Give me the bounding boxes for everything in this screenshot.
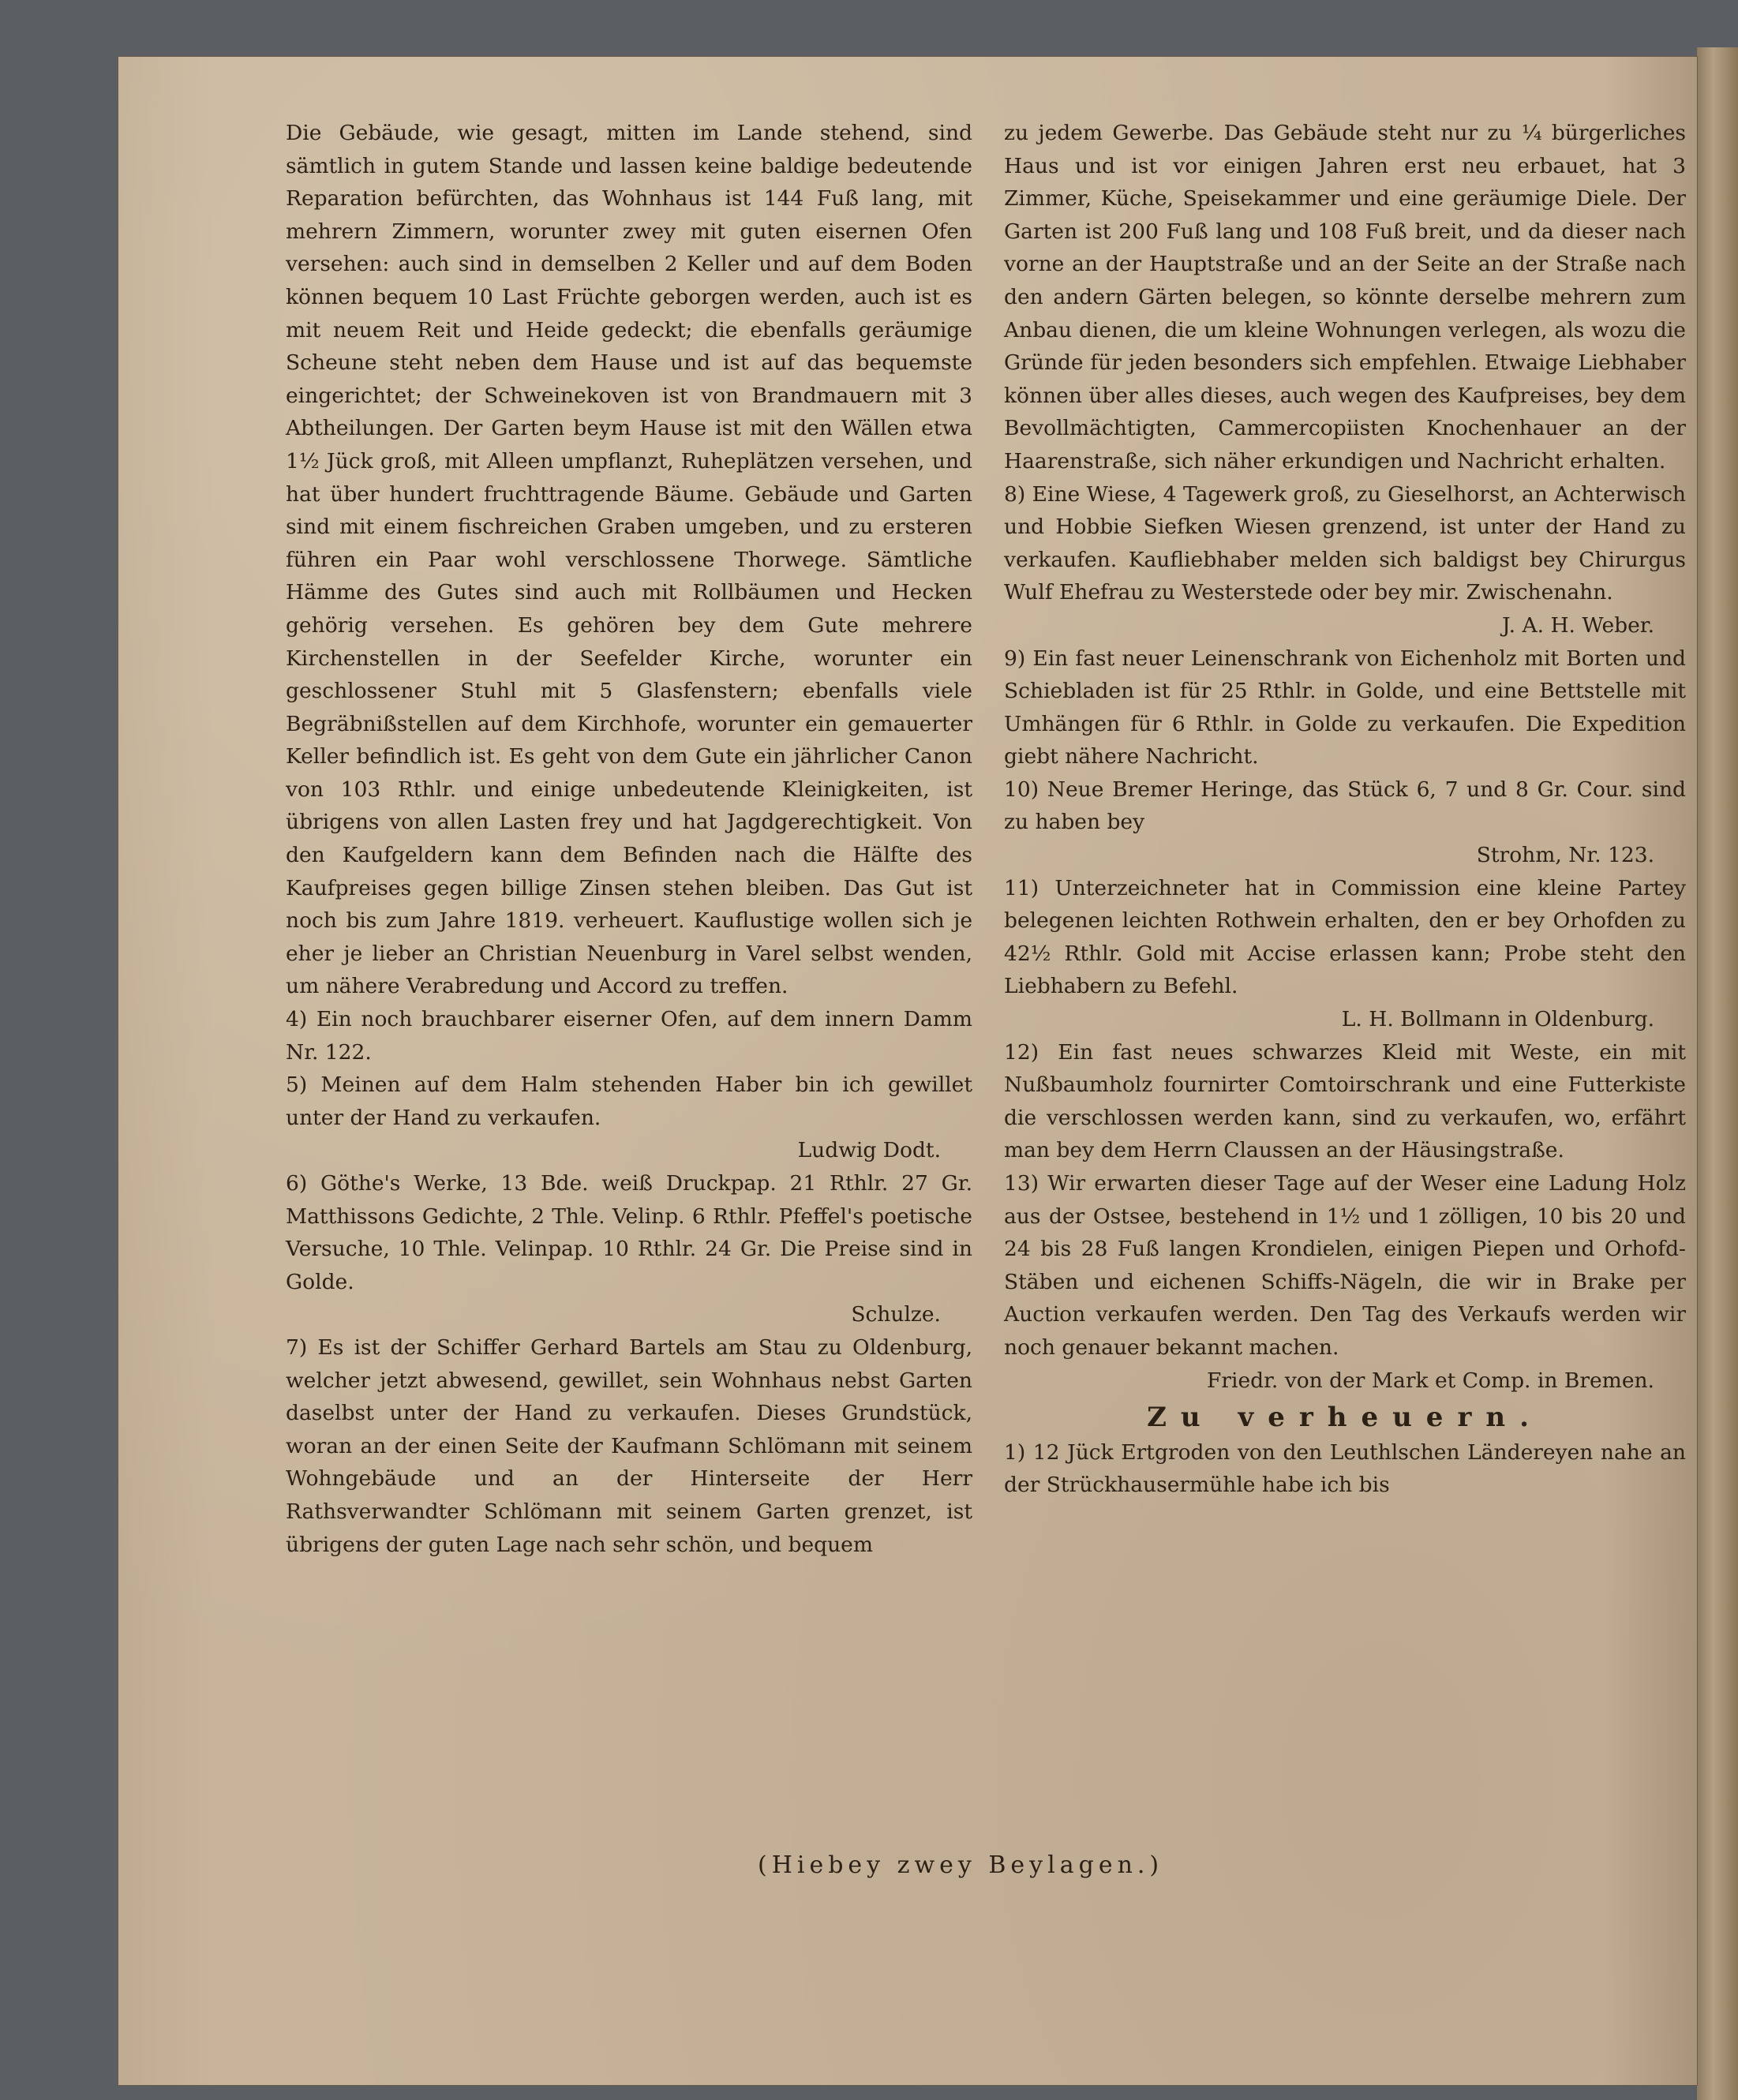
signature-strohm: Strohm, Nr. 123.	[1476, 843, 1654, 868]
ad-5-oats: 5) Meinen auf dem Halm stehenden Haber bin ich gewillet unter der Hand zu verkaufen.	[286, 1072, 972, 1130]
ad-8-meadow: 8) Eine Wiese, 4 Tagewerk groß, zu Gieselhorst, an Achterwisch und Hobbie Siefken Wiesen grenzend, ist unter der Hand zu verkaufen. Kaufliebhaber melden sich baldigst bey Chirurgus Wulf Ehefrau zu Westerstede oder bey mir. Zwischenahn.	[1004, 481, 1686, 605]
signature-schulze: Schulze.	[851, 1302, 941, 1327]
signature-weber: J. A. H. Weber.	[1502, 612, 1654, 638]
ad-11-red-wine: 11) Unterzeichneter hat in Commission eine kleine Partey belegenen leichten Rothwein erhalten, den er bey Orhofden zu 42½ Rthlr. Gold mit Accise erlassen kann; Probe steht den Liebhabern zu Befehl.	[1004, 875, 1686, 999]
paragraph-house-continued: zu jedem Gewerbe. Das Gebäude steht nur zu ¼ bürgerliches Haus und ist vor einigen Jahren erst neu erbauet, hat 3 Zimmer, Küche, Speisekammer und eine geräumige Diele. Der Garten ist 200 Fuß lang und 108 Fuß breit, und da dieser nach vorne an der Hauptstraße und an der Seite an der Straße nach den andern Gärten belegen, so könnte derselbe mehrern zum Anbau dienen, die um kleine Wohnungen verlegen, als wozu die Gründe für jeden besonders sich empfehlen. Etwaige Liebhaber können über alles dieses, auch wegen des Kaufpreises, bey dem Bevollmächtigten, Cammercopiisten Knochenhauer an der Haarenstraße, sich näher erkundigen und Nachricht erhalten.	[1004, 121, 1686, 474]
lease-1-land: 1) 12 Jück Ertgroden von den Leuthlschen Ländereyen nahe an der Strückhausermühle habe ich bis	[1004, 1439, 1686, 1498]
footer-supplements-note: (Hiebey zwey Beylagen.)	[758, 1851, 1164, 1879]
signature-bollmann: L. H. Bollmann in Oldenburg.	[1341, 1007, 1654, 1032]
section-heading-zu-verheuern: Zu verheuern.	[1147, 1402, 1543, 1434]
ad-7-house-sale: 7) Es ist der Schiffer Gerhard Bartels am Stau zu Oldenburg, welcher jetzt abwesend, gewillet, sein Wohnhaus nebst Garten daselbst unter der Hand zu verkaufen. Dieses Grundstück, woran an der einen Seite der Kaufmann Schlömann mit seinem Wohngebäude und an der Hinterseite der Herr Rathsverwandter Schlömann mit seinem Garten grenzet, ist übrigens der guten Lage nach sehr schön, und bequem	[286, 1334, 972, 1557]
ad-12-dress-cabinet: 12) Ein fast neues schwarzes Kleid mit Weste, ein mit Nußbaumholz fournirter Comtoirschrank und eine Futterkiste die verschlossen werden kann, sind zu verkaufen, wo, erfährt man bey dem Herrn Claussen an der Häusingstraße.	[1004, 1039, 1686, 1163]
paragraph-estate-description: Die Gebäude, wie gesagt, mitten im Lande stehend, sind sämtlich in gutem Stande und lassen keine baldige bedeutende Reparation befürchten, das Wohnhaus ist 144 Fuß lang, mit mehrern Zimmern, worunter zwey mit guten eisernen Ofen versehen: auch sind in demselben 2 Keller und auf dem Boden können bequem 10 Last Früchte geborgen werden, auch ist es mit neuem Reit und Heide gedeckt; die ebenfalls geräumige Scheune steht neben dem Hause und ist auf das bequemste eingerichtet; der Schweinekoven ist von Brandmauern mit 3 Abtheilungen. Der Garten beym Hause ist mit den Wällen etwa 1½ Jück groß, mit Alleen umpflanzt, Ruheplätzen versehen, und hat über hundert fruchttragende Bäume. Gebäude und Garten sind mit einem fischreichen Graben umgeben, und zu ersteren führen ein Paar wohl verschlossene Thorwege. Sämtliche Hämme des Gutes sind auch mit Rollbäumen und Hecken gehörig versehen. Es gehören bey dem Gute mehrere Kirchenstellen in der Seefelder Kirche, worunter ein geschlossener Stuhl mit 5 Glasfenstern; ebenfalls viele Begräbnißstellen auf dem Kirchhofe, worunter ein gemauerter Keller befindlich ist. Es geht von dem Gute ein jährlicher Canon von 103 Rthlr. und einige unbedeutende Kleinigkeiten, ist übrigens von allen Lasten frey und hat Jagdgerechtigkeit. Von den Kaufgeldern kann dem Befinden nach die Hälfte des Kaufpreises gegen billige Zinsen stehen bleiben. Das Gut ist noch bis zum Jahre 1819. verheuert. Kauflustige wollen sich je eher je lieber an Christian Neuenburg in Varel selbst wenden, um nähere Verabredung und Accord zu treffen.	[286, 121, 972, 999]
signature-ludwig-dodt: Ludwig Dodt.	[797, 1138, 941, 1163]
ad-13-timber: 13) Wir erwarten dieser Tage auf der Weser eine Ladung Holz aus der Ostsee, bestehend in 1½ und 1 zölligen, 10 bis 20 und 24 bis 28 Fuß langen Krondielen, einigen Piepen und Orhofd-Stäben und eichenen Schiffs-Nägeln, die wir in Brake per Auction verkaufen werden. Den Tag des Verkaufs werden wir noch genauer bekannt machen.	[1004, 1171, 1686, 1360]
ad-9-linen-cupboard: 9) Ein fast neuer Leinenschrank von Eichenholz mit Borten und Schiebladen ist für 25 Rthlr. in Golde, und eine Bettstelle mit Umhängen für 6 Rthlr. in Golde zu verkaufen. Die Expedition giebt nähere Nachricht.	[1004, 646, 1686, 769]
ad-4-iron-stove: 4) Ein noch brauchbarer eiserner Ofen, auf dem innern Damm Nr. 122.	[286, 1007, 972, 1065]
ad-10-herrings: 10) Neue Bremer Heringe, das Stück 6, 7 und 8 Gr. Cour. sind zu haben bey	[1004, 777, 1686, 835]
ad-6-books: 6) Göthe's Werke, 13 Bde. weiß Druckpap. 21 Rthlr. 27 Gr. Matthissons Gedichte, 2 Thle. Velinp. 6 Rthlr. Pfeffel's poetische Versuche, 10 Thle. Velinpap. 10 Rthlr. 24 Gr. Die Preise sind in Golde.	[286, 1171, 972, 1294]
right-column	[1004, 117, 1686, 1502]
signature-von-der-mark: Friedr. von der Mark et Comp. in Bremen.	[1206, 1368, 1654, 1393]
next-page-edge	[1697, 47, 1738, 2100]
left-column	[286, 117, 972, 1561]
